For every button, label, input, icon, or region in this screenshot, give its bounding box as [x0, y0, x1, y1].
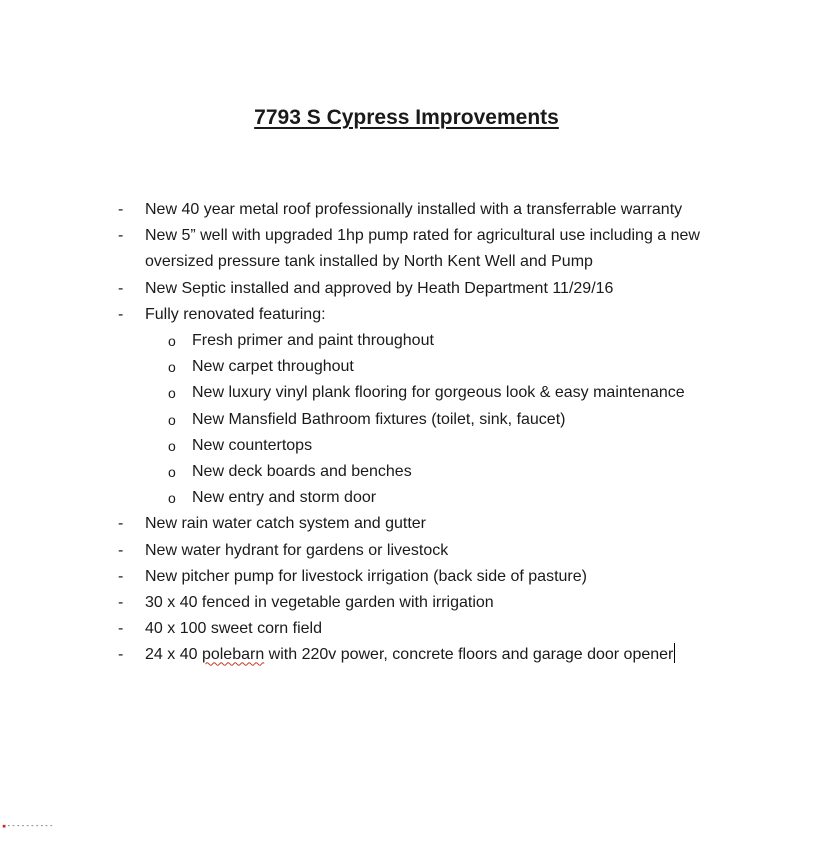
sub-list-item — [0, 459, 813, 485]
sub-list-item — [0, 328, 813, 354]
document-title: 7793 S Cypress Improvements — [254, 106, 559, 129]
dash-bullet: - — [118, 201, 124, 218]
circle-bullet: o — [168, 437, 176, 454]
dash-bullet: - — [118, 279, 124, 297]
sub-list-item — [0, 380, 813, 406]
sub-item-text: New deck boards and benches — [192, 463, 412, 481]
dash-bullet: - — [118, 646, 124, 664]
dash-bullet: - — [118, 620, 124, 638]
sub-item-text: New Mansfield Bathroom fixtures (toilet, sink, faucet) — [192, 410, 566, 428]
item-text: 40 x 100 sweet corn field — [145, 620, 322, 638]
sub-item-text: New entry and storm door — [192, 489, 377, 507]
item-text: New 40 year metal roof professionally installed with a transferrable warranty — [145, 201, 683, 218]
list-item — [0, 197, 813, 223]
dash-bullet: - — [118, 227, 124, 245]
list-item — [0, 302, 813, 328]
circle-bullet: o — [168, 333, 176, 350]
sub-list-item — [0, 485, 813, 511]
text-cursor — [674, 643, 675, 663]
circle-bullet: o — [168, 385, 176, 402]
dash-bullet: - — [118, 541, 124, 559]
sub-item-text: New countertops — [192, 436, 313, 454]
dash-bullet: - — [118, 515, 124, 533]
list-item — [0, 223, 813, 275]
item-text: New 5” well with upgraded 1hp pump rated for agricultural use including a new oversized pressure tank installed by North Kent Well and Pump — [145, 227, 700, 271]
sub-item-text: New luxury vinyl plank flooring for gorgeous look & easy maintenance — [192, 384, 685, 402]
circle-bullet: o — [168, 411, 176, 428]
dash-bullet: - — [118, 305, 124, 323]
item-text: 30 x 40 fenced in vegetable garden with irrigation — [145, 594, 494, 612]
sub-list-item — [0, 433, 813, 459]
footer-watermark — [2, 822, 54, 830]
item-text-before: 24 x 40 — [145, 646, 202, 664]
list-item — [0, 538, 813, 564]
list-item-last[interactable] — [0, 642, 813, 668]
item-text: New pitcher pump for livestock irrigation (back side of pasture) — [145, 567, 587, 585]
improvements-list — [0, 197, 813, 669]
footer-mark-red: ▪ — [2, 822, 7, 830]
item-text: Fully renovated featuring: — [145, 305, 326, 323]
footer-mark-text: ‑‑‑‑‑‑‑‑‑‑ — [6, 822, 54, 830]
dash-bullet: - — [118, 594, 124, 612]
sub-item-text: New carpet throughout — [192, 358, 354, 376]
list-item — [0, 590, 813, 616]
dash-bullet: - — [118, 567, 124, 585]
item-text-after: with 220v power, concrete floors and garage door opener — [264, 646, 674, 664]
item-text: New water hydrant for gardens or livestock — [145, 541, 449, 559]
list-item — [0, 511, 813, 537]
circle-bullet: o — [168, 464, 176, 481]
spellcheck-flagged-word[interactable]: polebarn — [201, 646, 265, 664]
item-text: New rain water catch system and gutter — [145, 515, 427, 533]
sub-item-text: Fresh primer and paint throughout — [192, 332, 434, 350]
list-item — [0, 616, 813, 642]
list-item — [0, 564, 813, 590]
sub-list-item — [0, 407, 813, 433]
circle-bullet: o — [168, 359, 176, 376]
list-item — [0, 276, 813, 302]
item-text: New Septic installed and approved by Heath Department 11/29/16 — [145, 279, 614, 297]
circle-bullet: o — [168, 490, 176, 507]
sub-list-item — [0, 354, 813, 380]
